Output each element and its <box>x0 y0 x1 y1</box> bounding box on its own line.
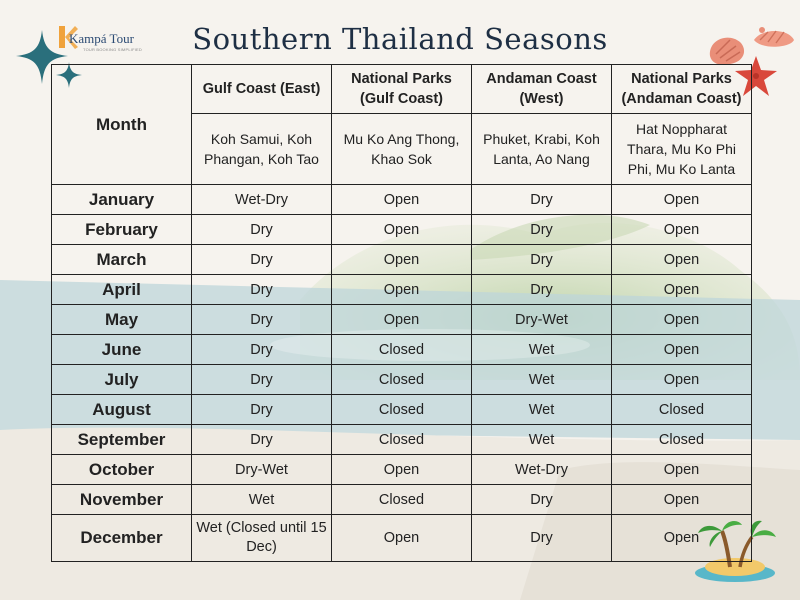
value-cell: Wet <box>472 365 612 395</box>
logo-subtitle: TOUR BOOKING SIMPLIFIED <box>83 47 142 52</box>
value-cell: Closed <box>332 365 472 395</box>
table-row <box>52 395 752 425</box>
value-cell: Open <box>332 185 472 215</box>
value-cell: Dry-Wet <box>192 455 332 485</box>
value-cell: Open <box>612 515 752 562</box>
value-cell: Closed <box>612 425 752 455</box>
column-header-andaman-coast: Andaman Coast (West) <box>472 65 612 114</box>
value-cell: Wet <box>472 425 612 455</box>
table-row <box>52 515 752 562</box>
column-header-gulf-coast: Gulf Coast (East) <box>192 65 332 114</box>
month-cell: June <box>52 335 192 365</box>
value-cell: Dry <box>192 425 332 455</box>
month-column-header: Month <box>52 65 192 185</box>
value-cell: Open <box>332 515 472 562</box>
value-cell: Open <box>612 455 752 485</box>
page-title: Southern Thailand Seasons <box>192 22 608 56</box>
table-row <box>52 245 752 275</box>
value-cell: Dry <box>472 485 612 515</box>
value-cell: Open <box>332 245 472 275</box>
month-cell: December <box>52 515 192 562</box>
value-cell: Closed <box>332 395 472 425</box>
value-cell: Open <box>612 335 752 365</box>
table-header-row <box>52 65 752 114</box>
seasons-table <box>51 64 752 562</box>
column-header-national-parks-andaman: National Parks (Andaman Coast) <box>612 65 752 114</box>
month-cell: September <box>52 425 192 455</box>
value-cell: Wet (Closed until 15 Dec) <box>192 515 332 562</box>
value-cell: Wet <box>192 485 332 515</box>
table-row <box>52 335 752 365</box>
value-cell: Dry <box>192 215 332 245</box>
month-cell: March <box>52 245 192 275</box>
value-cell: Wet <box>472 335 612 365</box>
value-cell: Wet-Dry <box>192 185 332 215</box>
table-row <box>52 185 752 215</box>
value-cell: Open <box>332 275 472 305</box>
value-cell: Dry <box>192 275 332 305</box>
table-row <box>52 425 752 455</box>
value-cell: Open <box>332 215 472 245</box>
places-andaman-coast: Phuket, Krabi, Koh Lanta, Ao Nang <box>472 114 612 185</box>
value-cell: Dry <box>472 515 612 562</box>
value-cell: Open <box>612 365 752 395</box>
table-row <box>52 305 752 335</box>
value-cell: Open <box>612 215 752 245</box>
month-cell: July <box>52 365 192 395</box>
value-cell: Open <box>332 305 472 335</box>
value-cell: Open <box>612 275 752 305</box>
month-cell: May <box>52 305 192 335</box>
value-cell: Open <box>612 305 752 335</box>
table-row <box>52 485 752 515</box>
month-cell: April <box>52 275 192 305</box>
value-cell: Dry <box>192 335 332 365</box>
value-cell: Closed <box>332 335 472 365</box>
value-cell: Dry <box>472 275 612 305</box>
value-cell: Closed <box>332 485 472 515</box>
value-cell: Open <box>612 185 752 215</box>
value-cell: Open <box>332 455 472 485</box>
value-cell: Open <box>612 245 752 275</box>
value-cell: Dry <box>192 365 332 395</box>
value-cell: Dry <box>472 185 612 215</box>
table-row <box>52 455 752 485</box>
value-cell: Dry <box>472 245 612 275</box>
value-cell: Dry-Wet <box>472 305 612 335</box>
value-cell: Open <box>612 485 752 515</box>
month-cell: February <box>52 215 192 245</box>
places-national-parks-andaman: Hat Noppharat Thara, Mu Ko Phi Phi, Mu Ko Lanta <box>612 114 752 185</box>
value-cell: Wet <box>472 395 612 425</box>
month-cell: January <box>52 185 192 215</box>
month-cell: October <box>52 455 192 485</box>
places-national-parks-gulf: Mu Ko Ang Thong, Khao Sok <box>332 114 472 185</box>
value-cell: Wet-Dry <box>472 455 612 485</box>
value-cell: Closed <box>612 395 752 425</box>
places-gulf-coast: Koh Samui, Koh Phangan, Koh Tao <box>192 114 332 185</box>
column-header-national-parks-gulf: National Parks (Gulf Coast) <box>332 65 472 114</box>
value-cell: Dry <box>472 215 612 245</box>
logo-title: Kampá Tour <box>69 31 134 46</box>
table-row <box>52 365 752 395</box>
month-cell: November <box>52 485 192 515</box>
value-cell: Dry <box>192 395 332 425</box>
table-row <box>52 275 752 305</box>
month-cell: August <box>52 395 192 425</box>
value-cell: Closed <box>332 425 472 455</box>
table-row <box>52 215 752 245</box>
value-cell: Dry <box>192 245 332 275</box>
value-cell: Dry <box>192 305 332 335</box>
